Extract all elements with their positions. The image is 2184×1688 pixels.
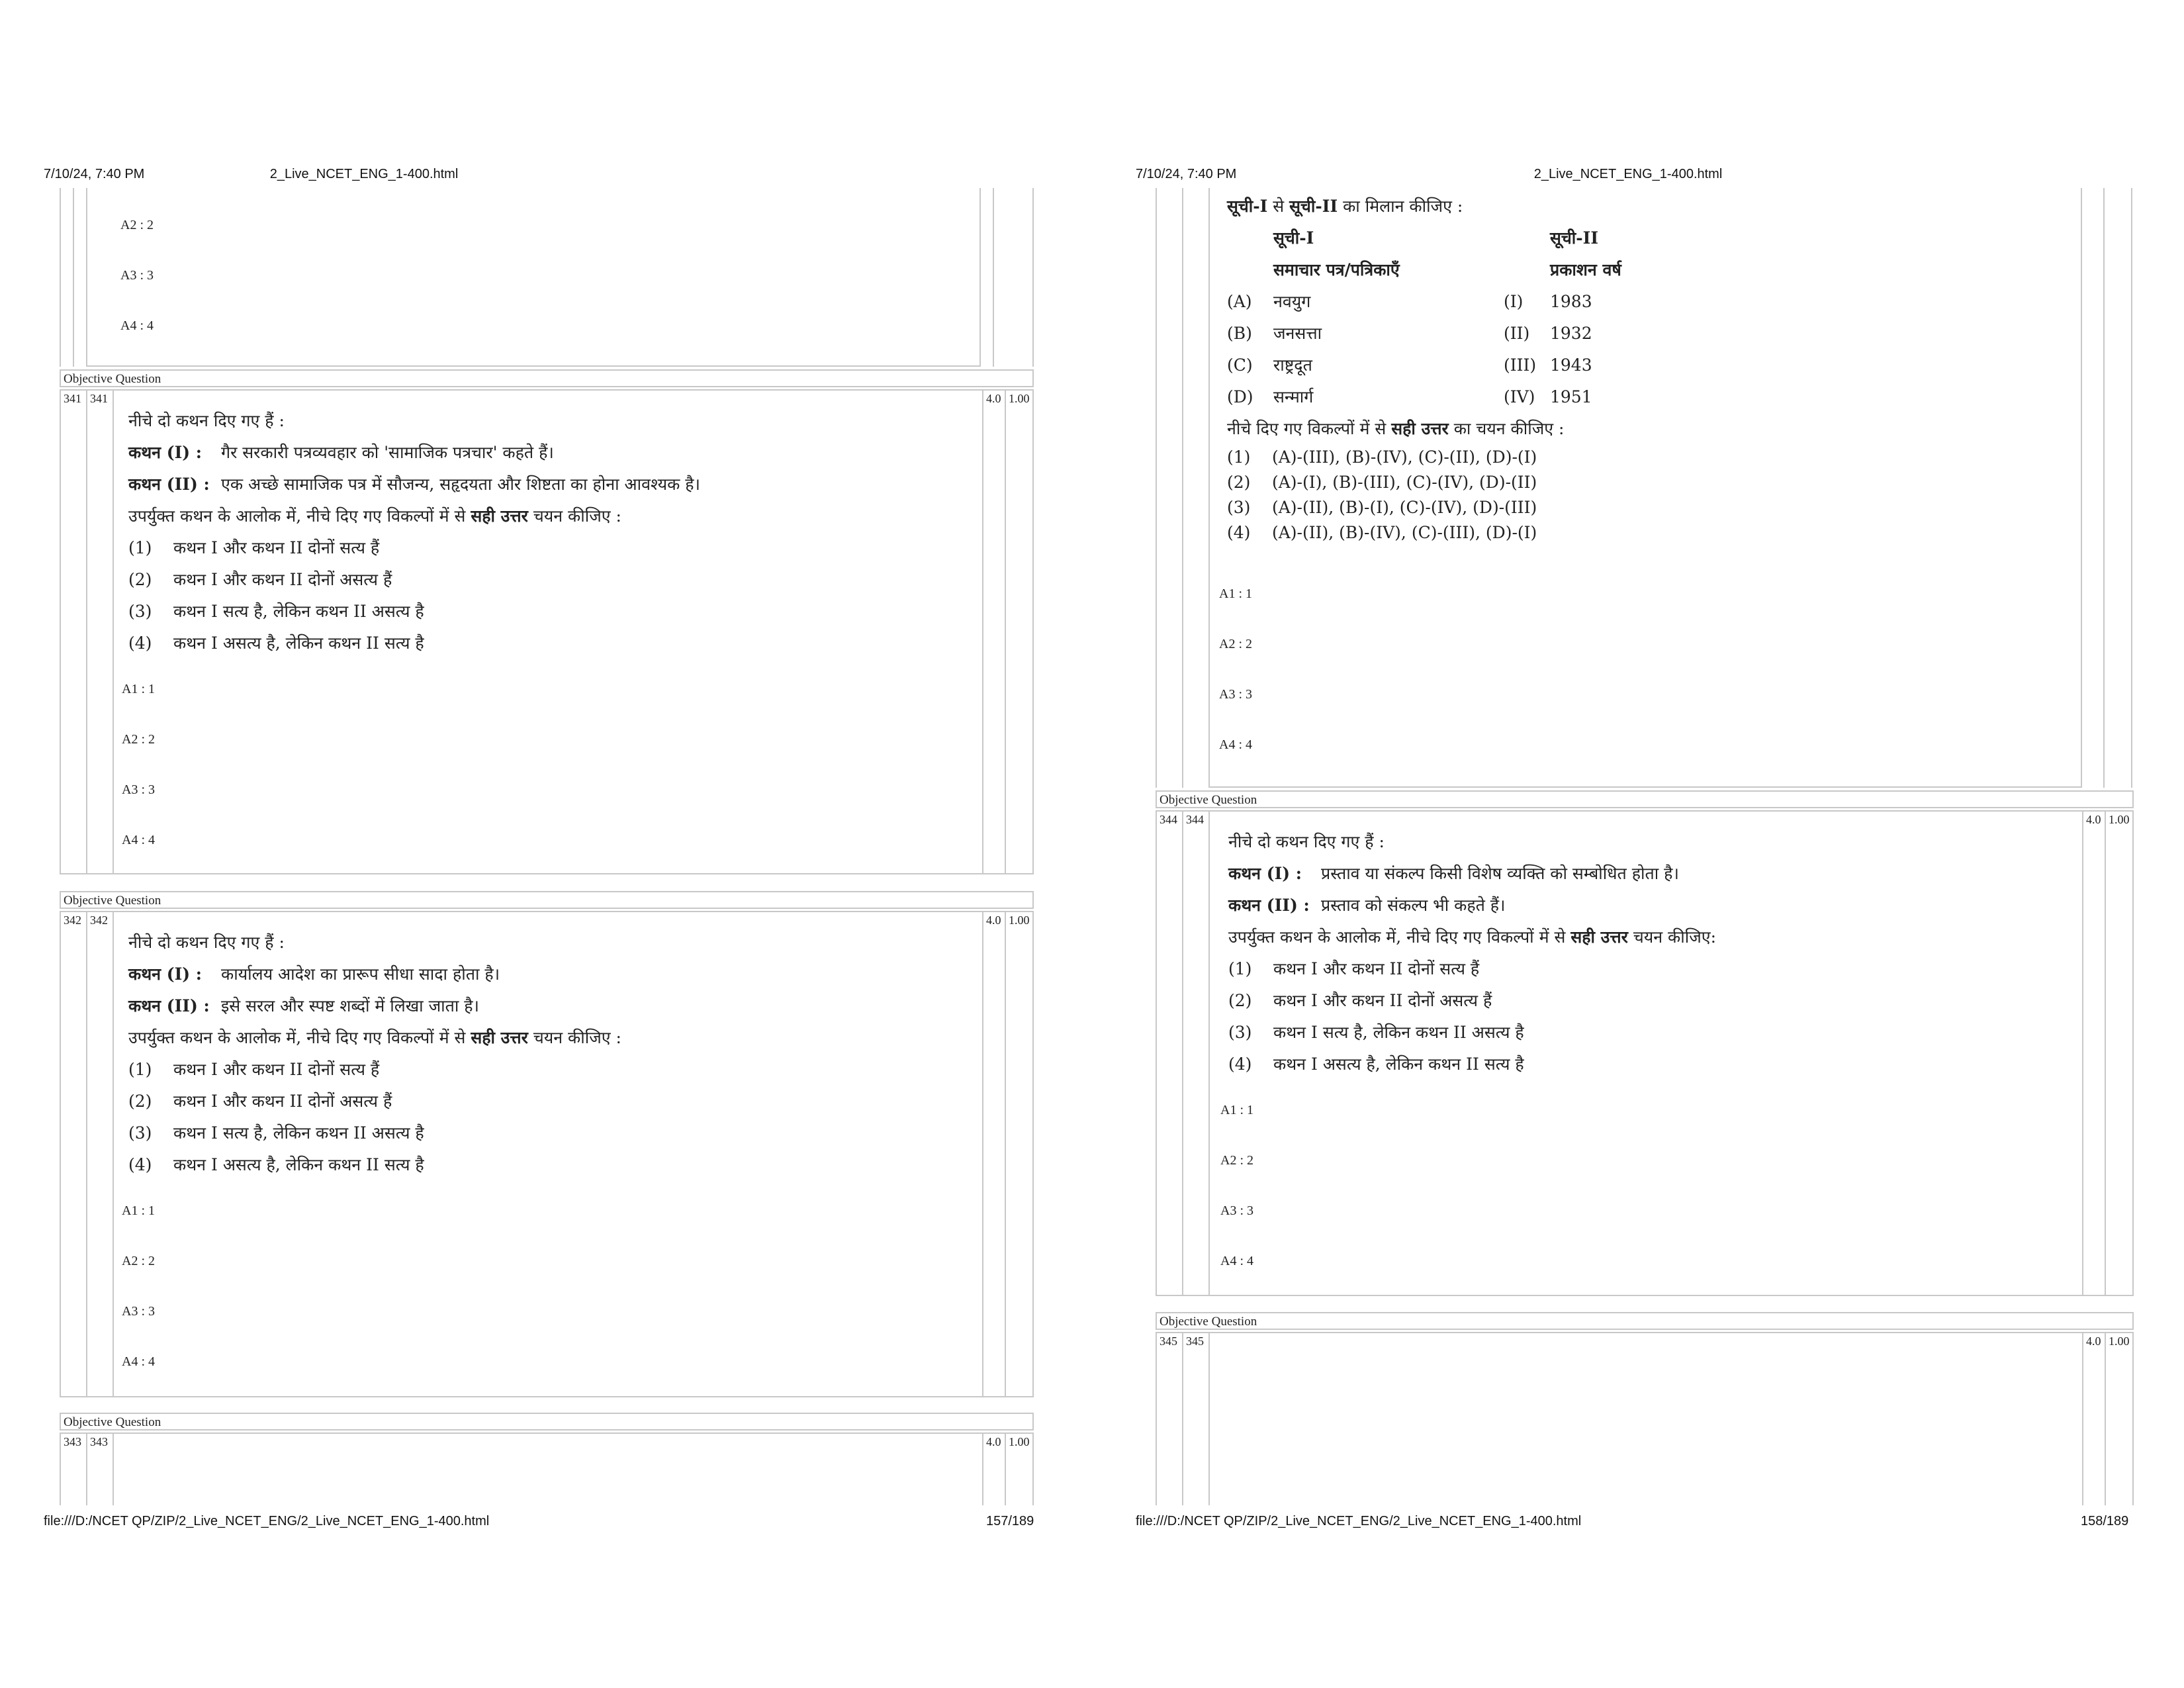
answer-option: A3 : 3 xyxy=(1220,1203,1253,1218)
serial-number: 344 xyxy=(1160,813,1177,826)
negative-marks: 1.00 xyxy=(2109,813,2130,826)
serial-number: 342 xyxy=(64,914,81,927)
answer-option: A4 : 4 xyxy=(122,1354,155,1369)
answer-option: A1 : 1 xyxy=(1220,1103,1253,1117)
negative-marks: 1.00 xyxy=(2109,1335,2130,1348)
answer-option: A3 : 3 xyxy=(120,268,154,283)
answer-option: A1 : 1 xyxy=(122,682,155,696)
answer-option: A2 : 2 xyxy=(122,1254,155,1268)
marks: 4.0 xyxy=(986,392,1001,405)
answer-option: A4 : 4 xyxy=(1219,737,1252,752)
answer-option: A2 : 2 xyxy=(122,732,155,747)
serial-number: 341 xyxy=(64,392,81,405)
answer-option: A2 : 2 xyxy=(1220,1153,1253,1168)
question-341 xyxy=(60,389,1034,874)
question-id: 341 xyxy=(90,392,108,405)
question-text: नीचे दो कथन दिए गए हैं : कथन (I) : कार्यालय आदेश का प्रारूप सीधा सादा होता है। कथन (II) : इसे सरल और स्पष्ट शब्दों में लिखा जाता है। उपर्युक्त कथन के आलोक में, नीचे दिए गए विकल्पों में से सही उत्तर चयन कीजिए : (1) कथन I और कथन II दोनों सत्य हैं (2) कथन I और कथन II दोनों असत्य हैं (3) कथन I सत्य है, लेकिन कथन II असत्य है (4) कथन I असत्य है, लेकिन कथन II सत्य है xyxy=(128,933,621,1174)
question-text: नीचे दो कथन दिए गए हैं : कथन (I) : गैर सरकारी पत्रव्यवहार को 'सामाजिक पत्रचार' कहते हैं। कथन (II) : एक अच्छे सामाजिक पत्र में सौजन्य, सहृदयता और शिष्टता का होना आवश्यक है। उपर्युक्त कथन के आलोक में, नीचे दिए गए विकल्पों में से सही उत्तर चयन कीजिए : (1) कथन I और कथन II दोनों सत्य हैं (2) कथन I और कथन II दोनों असत्य हैं (3) कथन I सत्य है, लेकिन कथन II असत्य है (4) कथन I असत्य है, लेकिन कथन II सत्य है xyxy=(128,411,700,653)
header-date: 7/10/24, 7:40 PM xyxy=(1136,167,1237,181)
q340-continuation xyxy=(60,188,1034,367)
question-id: 342 xyxy=(90,914,108,927)
question-344 xyxy=(1156,810,2134,1296)
footer-page-number: 158/189 xyxy=(2081,1514,2129,1528)
question-text: सूची-I से सूची-II का मिलान कीजिए : सूची-I सूची-II समाचार पत्र/पत्रिकाएँ प्रकाशन वर्ष (A) नवयुग (I) 1983 (B) जनसत्ता (II) 1932 (C) राष्ट्रदूत (III) 1943 (D) सन्मार्ग (IV) 1951 नीचे दिए गए विकल्पों में से सही उत्तर का चयन कीजिए : (1) (A)-(III), (B)-(IV), (C)-(II), (D)-(I) (2) (A)-(I), (B)-(III), (C)-(IV), (D)-(II) (3) (A)-(II), (B)-(I), (C)-(IV), (D)-(III) (4) (A)-(II), (B)-(IV), (C)-(III), (D)-(I) xyxy=(1227,197,1621,542)
serial-number: 345 xyxy=(1160,1335,1177,1348)
question-342 xyxy=(60,911,1034,1397)
footer-path: file:///D:/NCET QP/ZIP/2_Live_NCET_ENG/2_Live_NCET_ENG_1-400.html xyxy=(1136,1514,1582,1528)
question-frame xyxy=(1156,188,2134,1505)
answer-option: A4 : 4 xyxy=(120,318,154,333)
question-frame xyxy=(60,188,1034,1505)
header-date: 7/10/24, 7:40 PM xyxy=(44,167,145,181)
question-id: 345 xyxy=(1186,1335,1204,1348)
marks: 4.0 xyxy=(986,1435,1001,1448)
answer-option: A4 : 4 xyxy=(1220,1254,1253,1268)
negative-marks: 1.00 xyxy=(1009,392,1030,405)
header-title: 2_Live_NCET_ENG_1-400.html xyxy=(269,167,459,181)
answer-option: A4 : 4 xyxy=(122,833,155,847)
answer-option: A3 : 3 xyxy=(122,1304,155,1319)
footer-path: file:///D:/NCET QP/ZIP/2_Live_NCET_ENG/2_Live_NCET_ENG_1-400.html xyxy=(44,1514,490,1528)
answer-option: A1 : 1 xyxy=(122,1203,155,1218)
q343-continuation xyxy=(1156,188,2134,788)
objective-question-label: Objective Question xyxy=(1156,1312,2134,1330)
question-text: नीचे दो कथन दिए गए हैं : कथन (I) : प्रस्ताव या संकल्प किसी विशेष व्यक्ति को सम्बोधित होता है। कथन (II) : प्रस्ताव को संकल्प भी कहते हैं। उपर्युक्त कथन के आलोक में, नीचे दिए गए विकल्पों में से सही उत्तर चयन कीजिए: (1) कथन I और कथन II दोनों सत्य हैं (2) कथन I और कथन II दोनों असत्य हैं (3) कथन I सत्य है, लेकिन कथन II असत्य है (4) कथन I असत्य है, लेकिन कथन II सत्य है xyxy=(1228,832,1716,1074)
question-343 xyxy=(60,1432,1034,1505)
answer-option: A2 : 2 xyxy=(1219,637,1252,651)
objective-question-label: Objective Question xyxy=(60,1413,1034,1430)
question-id: 343 xyxy=(90,1435,108,1448)
negative-marks: 1.00 xyxy=(1009,1435,1030,1448)
marks: 4.0 xyxy=(2086,813,2101,826)
answer-option: A1 : 1 xyxy=(1219,586,1252,601)
objective-question-label: Objective Question xyxy=(60,891,1034,909)
negative-marks: 1.00 xyxy=(1009,914,1030,927)
page-158 xyxy=(1092,0,2184,1688)
objective-question-label: Objective Question xyxy=(60,369,1034,387)
question-id: 344 xyxy=(1186,813,1204,826)
header-title: 2_Live_NCET_ENG_1-400.html xyxy=(1533,167,1723,181)
answer-option: A3 : 3 xyxy=(1219,687,1252,702)
marks: 4.0 xyxy=(2086,1335,2101,1348)
footer-page-number: 157/189 xyxy=(986,1514,1034,1528)
answer-option: A3 : 3 xyxy=(122,782,155,797)
serial-number: 343 xyxy=(64,1435,81,1448)
objective-question-label: Objective Question xyxy=(1156,790,2134,808)
marks: 4.0 xyxy=(986,914,1001,927)
question-345 xyxy=(1156,1332,2134,1505)
answer-option: A2 : 2 xyxy=(120,218,154,232)
